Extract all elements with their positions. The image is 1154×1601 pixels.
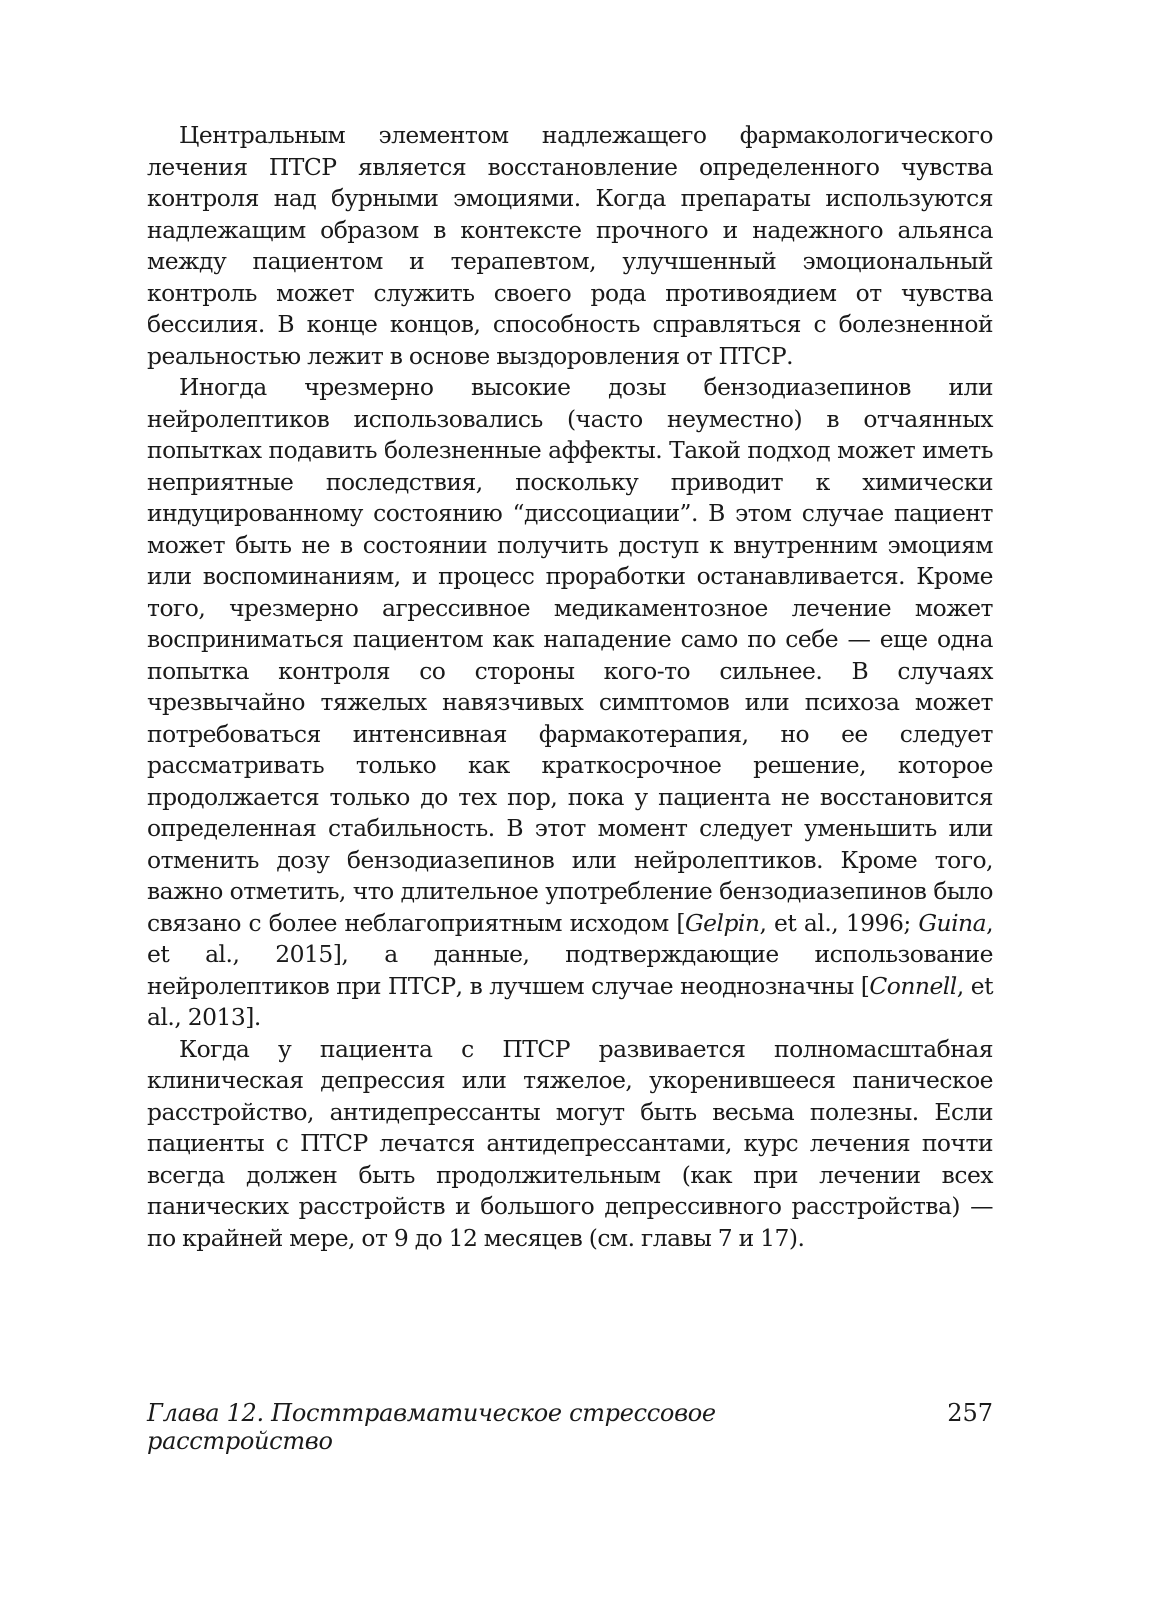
citation-author-guina: Guina	[918, 908, 987, 937]
citation-author-connell: Connell	[869, 971, 957, 1000]
citation-rest-2: , et al., 2015], а данные, подтверждающие использование нейролептиков при ПТСР, в лучшем случае неоднозначны [	[147, 908, 994, 1000]
paragraph-3: Когда у пациента с ПТСР развивается полномасштабная клиническая депрессия или тяжелое, укоренившееся паническое расстройство, антидепрессанты могут быть весьма полезны. Если пациенты с ПТСР лечатся антидепрессантами, курс лечения почти всегда должен быть продолжительным (как при лечении всех панических расстройств и большого депрессивного расстройства) — по крайней мере, от 9 до 12 месяцев (см. главы 7 и 17).	[147, 1034, 993, 1252]
citation-author-gelpin: Gelpin	[684, 908, 760, 937]
citation-rest-1: , et al., 1996;	[759, 908, 919, 937]
running-footer	[147, 1399, 993, 1455]
paragraph-1: Центральным элементом надлежащего фармакологического лечения ПТСР является восстановление определенного чувства контроля над бурными эмоциями. Когда препараты используются надлежащим образом в контексте прочного и надежного альянса между пациентом и терапевтом, улучшенный эмоциональный контроль может служить своего рода противоядием от чувства бессилия. В конце концов, способность справляться с болезненной реальностью лежит в основе выздоровления от ПТСР.	[147, 121, 993, 370]
page-body	[147, 120, 993, 1254]
paragraph-2	[147, 372, 993, 1034]
chapter-title: Глава 12. Посттравматическое стрессовое расстройство	[147, 1399, 716, 1455]
page-number: 257	[947, 1399, 993, 1427]
citation-rest-3: , et al., 2013].	[147, 971, 993, 1031]
paragraph-2-text: Иногда чрезмерно высокие дозы бензодиазепинов или нейролептиков использовались (часто неуместно) в отчаянных попытках подавить болезненные аффекты. Такой подход может иметь неприятные последствия, поскольку приводит к химически индуцированному состоянию “диссоциации”. В этом случае пациент может быть не в состоянии получить доступ к внутренним эмоциям или воспоминаниям, и процесс проработки останавливается. Кроме того, чрезмерно агрессивное медикаментозное лечение может восприниматься пациентом как нападение само по себе — еще одна попытка контроля со стороны кого-то сильнее. В случаях чрезвычайно тяжелых навязчивых симптомов или психоза может потребоваться интенсивная фармакотерапия, но ее следует рассматривать только как краткосрочное решение, которое продолжается только до тех пор, пока у пациента не восстановится определенная стабильность. В этот момент следует уменьшить или отменить дозу бензодиазепинов или нейролептиков. Кроме того, важно отметить, что длительное употребление бензодиазепинов было связано с более неблагоприятным исходом [	[147, 373, 993, 937]
